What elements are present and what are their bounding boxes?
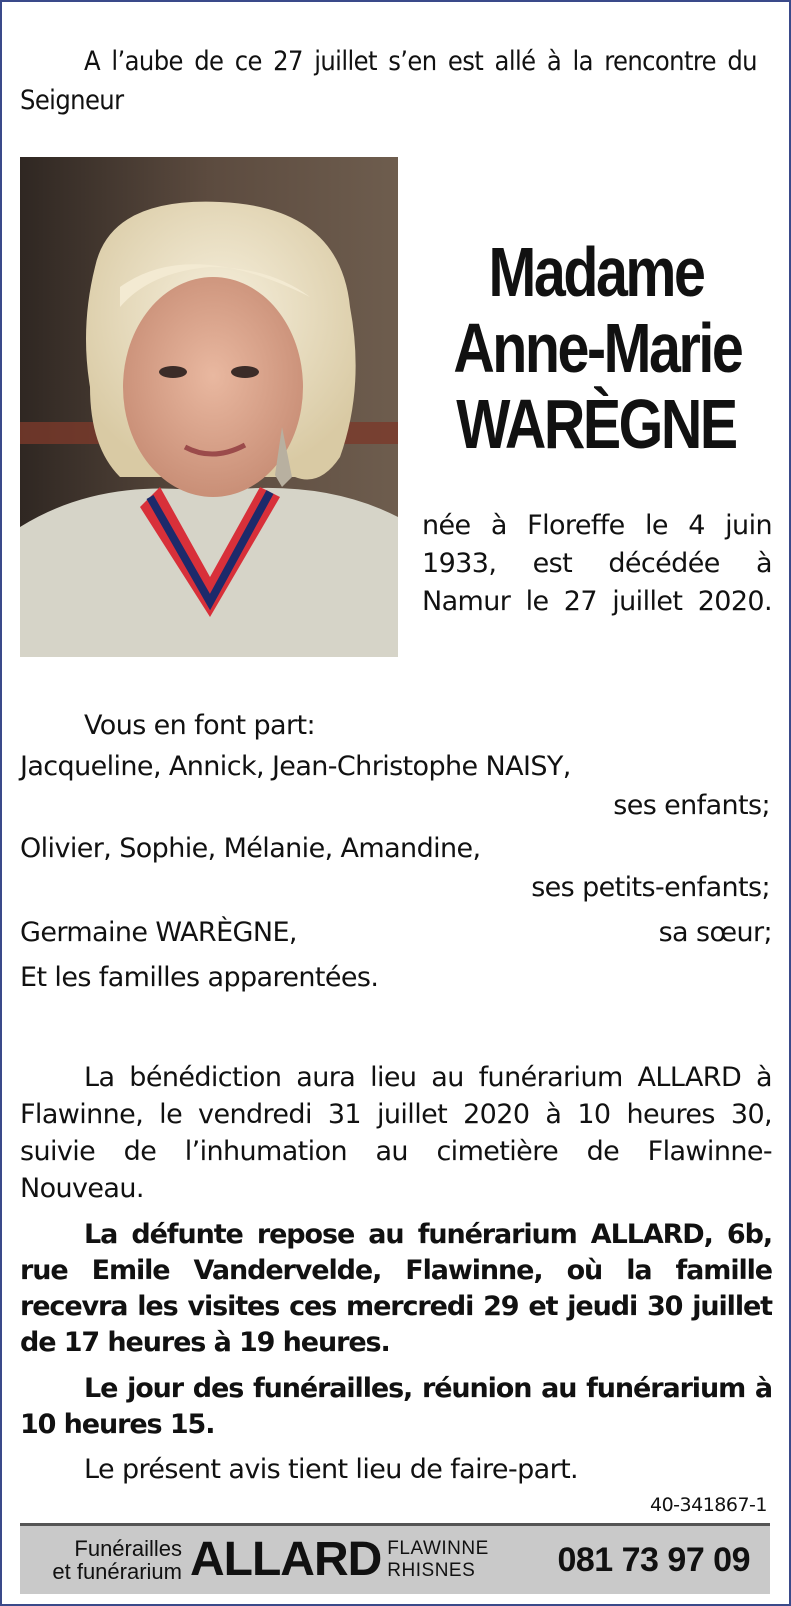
blessing-text: La bénédiction aura lieu au funérarium ALLARD à Flawinne, le vendredi 31 juillet 2020 à 10 heures 30, suivie de l’inhumation au cimetière de Flawinne-Nouveau. bbox=[20, 1062, 772, 1204]
funeral-home-brand: ALLARD bbox=[190, 1533, 382, 1586]
visits-text: La défunte repose au funérarium ALLARD, 6b, rue Emile Vandervelde, Flawinne, où la famille recevra les visites ces mercredi 29 et jeudi 30 juillet de 17 heures à 19 heures. bbox=[20, 1219, 772, 1358]
intro-text: A l’aube de ce 27 juillet s’en est allé à la rencontre du Seigneur bbox=[20, 46, 757, 116]
children-relation: ses enfants; bbox=[613, 790, 770, 821]
tagline-line-1: Funérailles bbox=[74, 1536, 182, 1561]
deceased-first-name: Anne-Marie bbox=[453, 309, 742, 387]
birth-death-info bbox=[422, 507, 772, 621]
grandchildren-names: Olivier, Sophie, Mélanie, Amandine, bbox=[20, 833, 481, 864]
family-announcement bbox=[20, 705, 772, 997]
birth-line: 1933, est décédée à bbox=[422, 548, 772, 579]
sister-relation: sa sœur; bbox=[658, 917, 772, 948]
sister-row bbox=[20, 913, 772, 952]
birth-line: née à Floreffe le 4 juin bbox=[422, 510, 772, 541]
ceremony-details bbox=[20, 1059, 772, 1488]
location-2: RHISNES bbox=[387, 1560, 476, 1581]
announce-lead: Vous en font part: bbox=[84, 710, 315, 741]
deceased-name bbox=[453, 233, 742, 463]
funeral-home-locations bbox=[387, 1538, 488, 1582]
related-families: Et les familles apparentées. bbox=[20, 962, 379, 993]
tagline-line-2: et funérarium bbox=[52, 1559, 182, 1584]
funeral-home-banner bbox=[20, 1523, 770, 1594]
grandchildren-relation: ses petits-enfants; bbox=[531, 872, 770, 903]
children-names: Jacqueline, Annick, Jean-Christophe NAISY, bbox=[20, 751, 571, 782]
location-1: FLAWINNE bbox=[387, 1538, 489, 1559]
deceased-title: Madame bbox=[488, 233, 704, 311]
deceased-last-name: WARÈGNE bbox=[456, 385, 736, 463]
meeting-text: Le jour des funérailles, réunion au funérarium à 10 heures 15. bbox=[20, 1373, 772, 1440]
birth-line: Namur le 27 juillet 2020. bbox=[422, 586, 772, 617]
notice-text: Le présent avis tient lieu de faire-part. bbox=[84, 1454, 579, 1485]
sister-name: Germaine WARÈGNE, bbox=[20, 917, 297, 948]
funeral-home-tagline bbox=[20, 1537, 188, 1583]
portrait-photo bbox=[20, 157, 398, 657]
phone-number: 081 73 97 09 bbox=[557, 1540, 750, 1579]
reference-number: 40-341867-1 bbox=[649, 1494, 767, 1516]
